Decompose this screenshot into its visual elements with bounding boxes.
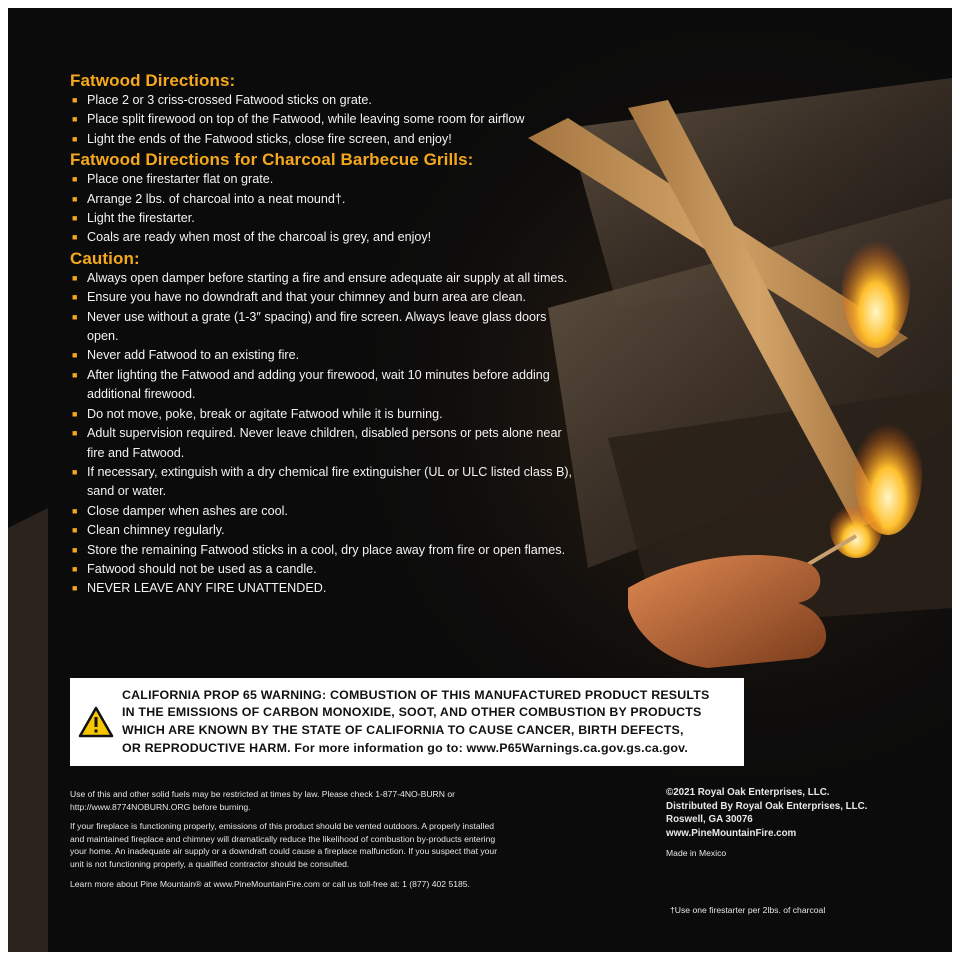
- warning-triangle-icon: [70, 678, 122, 766]
- prop65-warning-text: [122, 687, 744, 757]
- fireplace-notice: [70, 820, 570, 870]
- charcoal-footnote: †Use one firestarter per 2lbs. of charcoal: [670, 905, 826, 915]
- prop65-line: WHICH ARE KNOWN BY THE STATE OF CALIFORNIA TO CAUSE CANCER, BIRTH DEFECTS,: [122, 723, 684, 737]
- distributor-line: Distributed By Royal Oak Enterprises, LLC.: [666, 800, 868, 812]
- prop65-line: OR REPRODUCTIVE HARM. For more information go to: www.P65Warnings.ca.gov.gs.ca.gov.: [122, 740, 688, 755]
- directions-copy: [70, 70, 610, 599]
- list-item: ■ Adult supervision required. Never leave children, disabled persons or pets alone near fire and Fatwood.: [70, 424, 580, 463]
- list-item: ■ Light the firestarter.: [70, 209, 610, 228]
- fine-line: http://www.8774NOBURN.ORG before burning.: [70, 801, 251, 812]
- list-item: ■ Coals are ready when most of the charcoal is grey, and enjoy!: [70, 228, 610, 247]
- charcoal-directions-heading: Fatwood Directions for Charcoal Barbecue Grills:: [70, 150, 474, 170]
- list-item: ■ Ensure you have no downdraft and that your chimney and burn area are clean.: [70, 288, 580, 307]
- list-item: ■ Place 2 or 3 criss-crossed Fatwood sticks on grate.: [70, 91, 610, 110]
- address-line: Roswell, GA 30076: [666, 814, 753, 825]
- fine-print: [70, 788, 570, 897]
- prop65-line: IN THE EMISSIONS OF CARBON MONOXIDE, SOOT, AND OTHER COMBUSTION BY PRODUCTS: [122, 705, 702, 720]
- solid-fuel-notice: [70, 788, 570, 813]
- prop65-line: CALIFORNIA PROP 65 WARNING: COMBUSTION OF THIS MANUFACTURED PRODUCT RESULTS: [122, 687, 710, 702]
- charcoal-directions-list: [70, 170, 610, 248]
- list-item: ■ If necessary, extinguish with a dry chemical fire extinguisher (UL or ULC listed class B), sand or water.: [70, 463, 580, 502]
- made-in-line: Made in Mexico: [666, 848, 727, 858]
- fine-line: and maintained fireplace and chimney will dramatically reduce the likelihood of combustion by-products entering: [70, 833, 496, 844]
- fine-line: your home. An inadequate air supply or a downdraft could cause a fireplace malfunction. If you suspect that your: [70, 846, 498, 857]
- list-item: ■ Close damper when ashes are cool.: [70, 502, 580, 521]
- list-item: ■ Place split firewood on top of the Fatwood, while leaving some room for airflow: [70, 110, 610, 129]
- package-back-panel: [8, 8, 952, 952]
- fatwood-directions-list: [70, 91, 610, 149]
- list-item: ■ Place one firestarter flat on grate.: [70, 170, 610, 189]
- fine-line: unit is not functioning properly, a qualified contractor should be consulted.: [70, 858, 350, 869]
- list-item: ■ Never use without a grate (1-3″ spacing) and fire screen. Always leave glass doors open.: [70, 308, 580, 347]
- website-line: www.PineMountainFire.com: [666, 827, 797, 839]
- learn-more-notice: Learn more about Pine Mountain® at www.PineMountainFire.com or call us toll-free at: 1 (877) 402 5185.: [70, 878, 470, 889]
- list-item: ■ Clean chimney regularly.: [70, 521, 580, 540]
- fine-line: If your fireplace is functioning properly, emissions of this product should be vented outdoors. A properly installed: [70, 821, 495, 832]
- list-item: ■ NEVER LEAVE ANY FIRE UNATTENDED.: [70, 579, 580, 598]
- fine-line: Use of this and other solid fuels may be restricted at times by law. Please check 1-877-4NO-BURN or: [70, 789, 455, 799]
- list-item: ■ Store the remaining Fatwood sticks in a cool, dry place away from fire or open flames.: [70, 541, 580, 560]
- caution-heading: Caution:: [70, 248, 140, 268]
- list-item: ■ Fatwood should not be used as a candle.: [70, 560, 580, 579]
- list-item: ■ Light the ends of the Fatwood sticks, close fire screen, and enjoy!: [70, 130, 610, 149]
- list-item: ■ After lighting the Fatwood and adding your firewood, wait 10 minutes before adding additional firewood.: [70, 366, 580, 405]
- prop65-warning-box: [70, 678, 744, 766]
- list-item: ■ Do not move, poke, break or agitate Fatwood while it is burning.: [70, 405, 580, 424]
- list-item: ■ Always open damper before starting a fire and ensure adequate air supply at all times.: [70, 269, 580, 288]
- list-item: ■ Never add Fatwood to an existing fire.: [70, 346, 580, 365]
- list-item: ■ Arrange 2 lbs. of charcoal into a neat mound†.: [70, 190, 610, 209]
- company-info: [666, 786, 916, 858]
- fatwood-directions-heading: Fatwood Directions:: [70, 71, 236, 90]
- copyright-line: ©2021 Royal Oak Enterprises, LLC.: [666, 787, 830, 798]
- flame: [842, 228, 910, 348]
- log-shape: [8, 508, 48, 952]
- caution-list: [70, 269, 580, 599]
